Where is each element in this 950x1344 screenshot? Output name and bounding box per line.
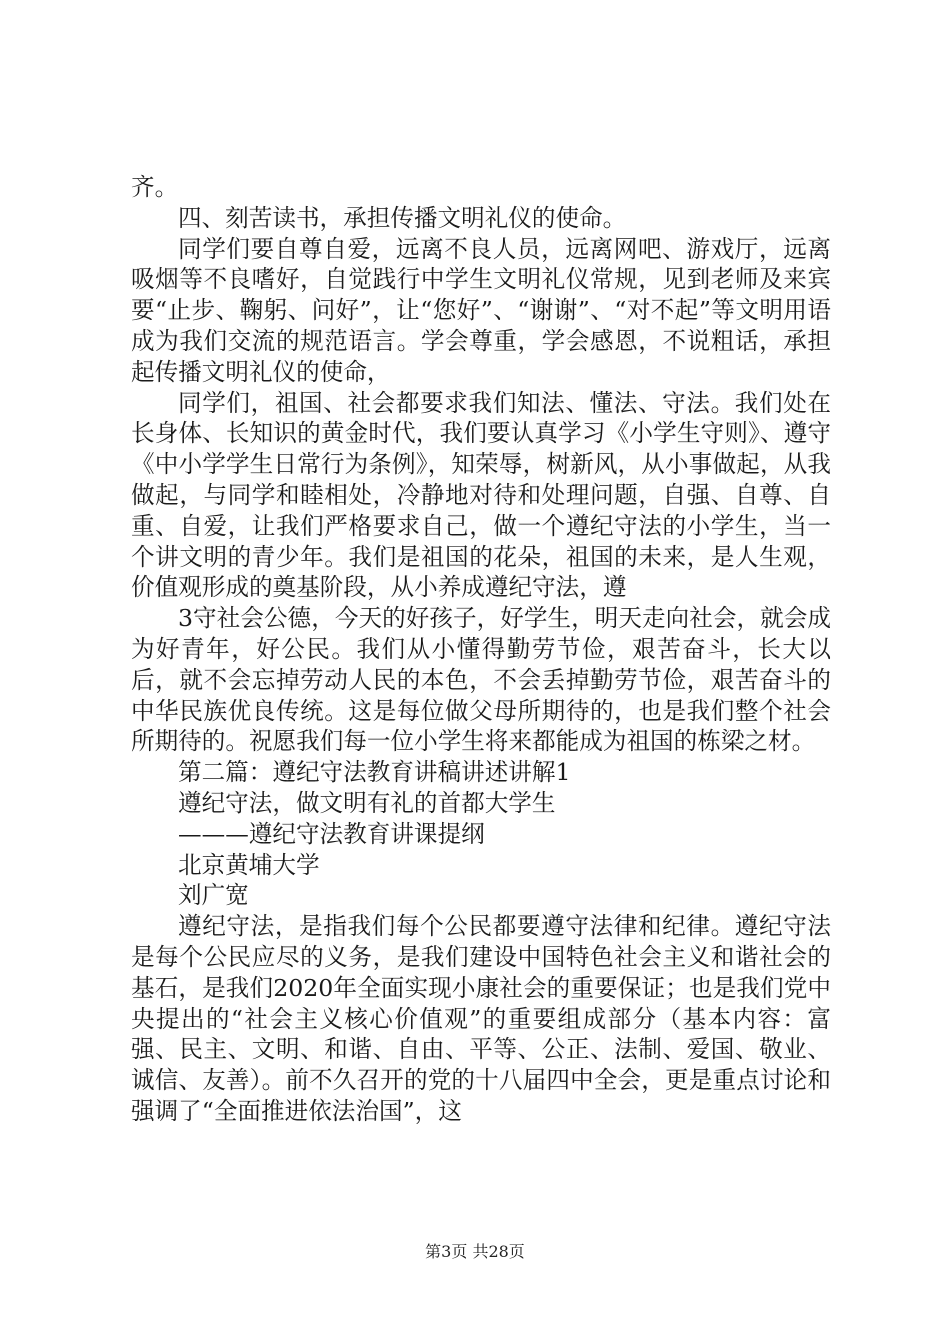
- paragraph-6: 遵纪守法，是指我们每个公民都要遵守法律和纪律。遵纪守法是每个公民应尽的义务，是我们建设中国特色社会主义和谐社会的基石，是我们2020年全面实现小康社会的重要保证；也是我们党中央提出的“社会主义核心价值观”的重要组成部分（基本内容：富强、民主、文明、和谐、自由、平等、公正、法制、爱国、敬业、诚信、友善）。前不久召开的党的十八届四中全会，更是重点讨论和强调了“全面推进依法治国”，这: [131, 912, 831, 1125]
- section-heading: 第二篇：遵纪守法教育讲稿讲述讲解1: [178, 758, 571, 787]
- paragraph-1: 齐。: [131, 173, 179, 201]
- lecture-title: 遵纪守法，做文明有礼的首都大学生: [178, 788, 556, 817]
- institution-name: 北京黄埔大学: [178, 850, 320, 879]
- paragraph-5: 3守社会公德，今天的好孩子，好学生，明天走向社会，就会成为好青年，好公民。我们从小懂得勤劳节俭，艰苦奋斗，长大以后，就不会忘掉劳动人民的本色，不会丢掉勤劳节俭，艰苦奋斗的中华民族优良传统。这是每位做父母所期待的，也是我们整个社会所期待的。祝愿我们每一位小学生将来都能成为祖国的栋梁之材。: [131, 604, 831, 756]
- author-name: 刘广宽: [178, 881, 249, 910]
- paragraph-2: 四、刻苦读书，承担传播文明礼仪的使命。: [178, 203, 627, 232]
- page-number-footer: 第3页 共28页: [425, 1242, 525, 1261]
- paragraph-4: 同学们，祖国、社会都要求我们知法、懂法、守法。我们处在长身体、长知识的黄金时代，我们要认真学习《小学生守则》、遵守《中小学学生日常行为条例》，知荣辱，树新风，从小事做起，从我做起，与同学和睦相处，冷静地对待和处理问题，自强、自尊、自重、自爱，让我们严格要求自己，做一个遵纪守法的小学生，当一个讲文明的青少年。我们是祖国的花朵，祖国的未来，是人生观，价值观形成的奠基阶段，从小养成遵纪守法，遵: [131, 388, 831, 602]
- lecture-subtitle: ———遵纪守法教育讲课提纲: [178, 819, 485, 848]
- document-body: [131, 172, 831, 1127]
- paragraph-3: 同学们要自尊自爱，远离不良人员，远离网吧、游戏厅，远离吸烟等不良嗜好，自觉践行中学生文明礼仪常规，见到老师及来宾要“止步、鞠躬、问好”，让“您好”、“谢谢”、“对不起”等文明用语成为我们交流的规范语言。学会尊重，学会感恩，不说粗话，承担起传播文明礼仪的使命，: [131, 234, 831, 386]
